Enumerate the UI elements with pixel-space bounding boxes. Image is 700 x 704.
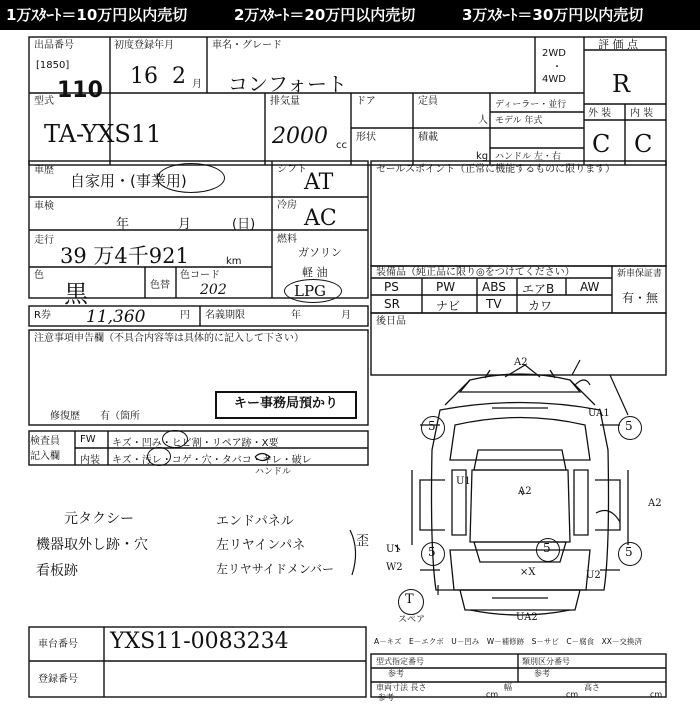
length-ref: 参考 <box>378 693 394 702</box>
banner-item: 3万ｽﾀｰﾄ＝30万円以内売切 <box>462 6 644 24</box>
mileage-unit: km <box>226 256 242 267</box>
interior-label: 内 装 <box>630 108 654 119</box>
equipment-label: 装備品（純正品に限り◎をつけてください） <box>376 267 575 278</box>
tire-fl: 5 <box>428 419 436 433</box>
fuel-lpg: LPG <box>294 282 327 300</box>
tire-rr: 5 <box>625 545 633 559</box>
color-value: 黒 <box>64 280 88 308</box>
struct-ref: 参考 <box>388 669 404 678</box>
notes-label: 注意事項申告欄（不具合内容等は具体的に記入して下さい） <box>34 333 304 344</box>
hand-note-2: 機器取外し跡・穴 <box>36 537 148 553</box>
fuel-gasoline: ガソリン <box>298 246 342 259</box>
color-change-label: 色替 <box>150 280 170 291</box>
tax-year: 年 <box>291 310 301 321</box>
tire-rl: 5 <box>428 545 436 559</box>
mark-u2: U2 <box>586 570 601 581</box>
spare-mark: T <box>405 592 414 607</box>
dent-circle <box>162 430 188 448</box>
tire-center: 5 <box>543 541 551 555</box>
interior-items: キズ・汚レ・コゲ・穴・タバコ・キレ・破レ <box>112 455 312 466</box>
class-label: 類別区分番号 <box>522 657 570 666</box>
equip-abs: ABS <box>482 280 506 294</box>
mark-ua1: UA1 <box>588 408 610 419</box>
mark-a2-right: A2 <box>648 498 662 509</box>
shape-label: 形状 <box>356 132 376 143</box>
load-unit: kg <box>476 151 489 162</box>
banner-item: 1万ｽﾀｰﾄ＝10万円以内売切 <box>6 6 188 24</box>
auction-sheet <box>0 30 700 700</box>
interior-grade: C <box>634 130 653 158</box>
handle-note: ハンドル <box>255 467 292 477</box>
hand-note-4: エンドパネル <box>216 514 294 529</box>
equip-ps: PS <box>384 280 399 294</box>
length-cm: cm <box>486 690 499 699</box>
car-name-label: 車名・グレード <box>212 40 282 51</box>
mileage-label: 走行 <box>34 235 54 246</box>
load-label: 積載 <box>418 132 438 143</box>
mark-xx-rear: ×X <box>520 567 536 578</box>
color-code-value: 202 <box>200 282 227 298</box>
fuel-diesel: 軽 油 <box>302 266 328 279</box>
legend: A－キズ E－エクボ U－凹み W－補修跡 S－サビ C－腐食 XX－交換済 <box>374 637 642 646</box>
mark-w2: W2 <box>386 562 403 573</box>
fw-label: FW <box>80 434 96 445</box>
inspection-day: (日) <box>232 217 256 232</box>
hand-note-5: 左リヤインパネ <box>216 538 306 553</box>
drive-4wd: 4WD <box>542 74 566 85</box>
recycle-label: R券 <box>34 310 51 321</box>
mark-u1: U1 <box>456 476 471 487</box>
warranty-label: 新車保証書 <box>617 269 663 279</box>
score-label: 評 価 点 <box>598 38 638 51</box>
chassis-value: YXS11-0083234 <box>110 629 289 654</box>
equip-pw: PW <box>436 280 456 294</box>
drive-dot: ・ <box>552 62 562 73</box>
ac-value: AC <box>304 206 337 231</box>
lot-code: [1850] <box>36 60 70 71</box>
model-value: TA-YXS11 <box>44 120 162 148</box>
history-label: 車歴 <box>34 165 54 176</box>
inspection-label: 車検 <box>34 201 54 212</box>
color-code-label: 色コード <box>180 270 220 281</box>
color-label: 色 <box>34 270 44 281</box>
equip-leather: カワ <box>528 299 553 313</box>
fuel-label: 燃料 <box>277 234 297 245</box>
shift-label: シフト <box>277 164 307 175</box>
inspection-year: 年 <box>116 217 130 232</box>
lot-label: 出品番号 <box>34 40 74 51</box>
lpg-circle <box>284 279 342 303</box>
handle-label: ハンドル 左・右 <box>495 152 561 162</box>
lot-number: 110 <box>57 78 103 103</box>
drive-2wd: 2WD <box>542 48 566 59</box>
hand-note-3: 看板跡 <box>36 563 78 579</box>
first-reg-label: 初度登録年月 <box>114 40 174 51</box>
aftermarket-label: 後日品 <box>376 316 406 327</box>
first-reg-month: 2 <box>172 64 186 89</box>
spare-label: スペア <box>398 615 426 625</box>
first-reg-year: 16 <box>130 64 158 89</box>
car-name: コンフォート <box>228 72 347 96</box>
banner <box>0 0 700 30</box>
tire-fr: 5 <box>625 419 633 433</box>
warranty-value: 有・無 <box>622 291 659 305</box>
mark-ua2: UA2 <box>516 612 538 623</box>
height-label: 高さ <box>584 683 600 692</box>
history-value: 自家用・(事業用) <box>70 172 187 190</box>
equip-sr: SR <box>384 297 400 311</box>
displacement-label: 排気量 <box>270 96 300 107</box>
record-label: 記入欄 <box>30 451 60 462</box>
width-label: 幅 <box>504 683 512 692</box>
mileage-value: 39 万4千921 <box>60 244 189 268</box>
score-value: R <box>612 70 631 98</box>
displacement-unit: cc <box>336 140 347 151</box>
dealer-label: ディーラー・並行 <box>495 100 567 110</box>
business-use-circle <box>157 163 225 193</box>
hand-note-1: 元タクシー <box>64 511 134 527</box>
dirt-circle <box>147 447 171 466</box>
equip-navi: ナビ <box>436 299 461 313</box>
inspection-month: 月 <box>178 217 192 232</box>
recycle-unit: 円 <box>180 310 190 321</box>
model-label: 型式 <box>34 96 54 107</box>
model-year-label: モデル 年式 <box>495 116 543 126</box>
recycle-value: 11,360 <box>86 307 146 327</box>
capacity-unit: 人 <box>478 115 488 126</box>
banner-item: 2万ｽﾀｰﾄ＝20万円以内売切 <box>234 6 416 24</box>
equip-aw: AW <box>580 280 600 294</box>
sales-point-label: セールスポイント（正常に機能するものに限ります） <box>376 164 616 175</box>
ac-label: 冷房 <box>277 200 297 211</box>
height-cm: cm <box>650 690 663 699</box>
month-unit: 月 <box>192 79 202 90</box>
reg-label: 登録番号 <box>38 674 78 685</box>
fw-items: キズ・凹み・ヒビ割・リペア跡・X要 <box>112 438 279 449</box>
exterior-label: 外 装 <box>588 108 612 119</box>
tax-label: 名義期限 <box>205 310 245 321</box>
mark-a2-top: A2 <box>514 357 528 368</box>
equip-tv: TV <box>486 297 502 311</box>
length-label: 車両寸法 長さ <box>376 683 427 692</box>
class-ref: 参考 <box>534 669 550 678</box>
inspector-label: 検査員 <box>30 436 60 447</box>
capacity-label: 定員 <box>418 96 438 107</box>
struct-label: 型式指定番号 <box>376 657 424 666</box>
hand-note-side: 歪 <box>356 534 370 549</box>
door-label: ドア <box>356 96 376 107</box>
mark-a2-center: A2 <box>518 486 532 497</box>
hand-note-6: 左リヤサイドメンバー <box>216 562 334 576</box>
displacement-value: 2000 <box>272 124 328 149</box>
width-cm: cm <box>566 690 579 699</box>
equip-airbag: エアB <box>522 282 555 296</box>
tax-month: 月 <box>341 310 351 321</box>
interior-check-label: 内装 <box>80 455 100 466</box>
exterior-grade: C <box>592 130 611 158</box>
repair-label: 修復歴 有（箇所 <box>50 411 140 422</box>
chassis-label: 車台番号 <box>38 639 78 650</box>
shift-value: AT <box>304 170 334 195</box>
key-box: キー事務局預かり <box>215 391 357 419</box>
mark-u1-left: U1 <box>386 544 401 555</box>
